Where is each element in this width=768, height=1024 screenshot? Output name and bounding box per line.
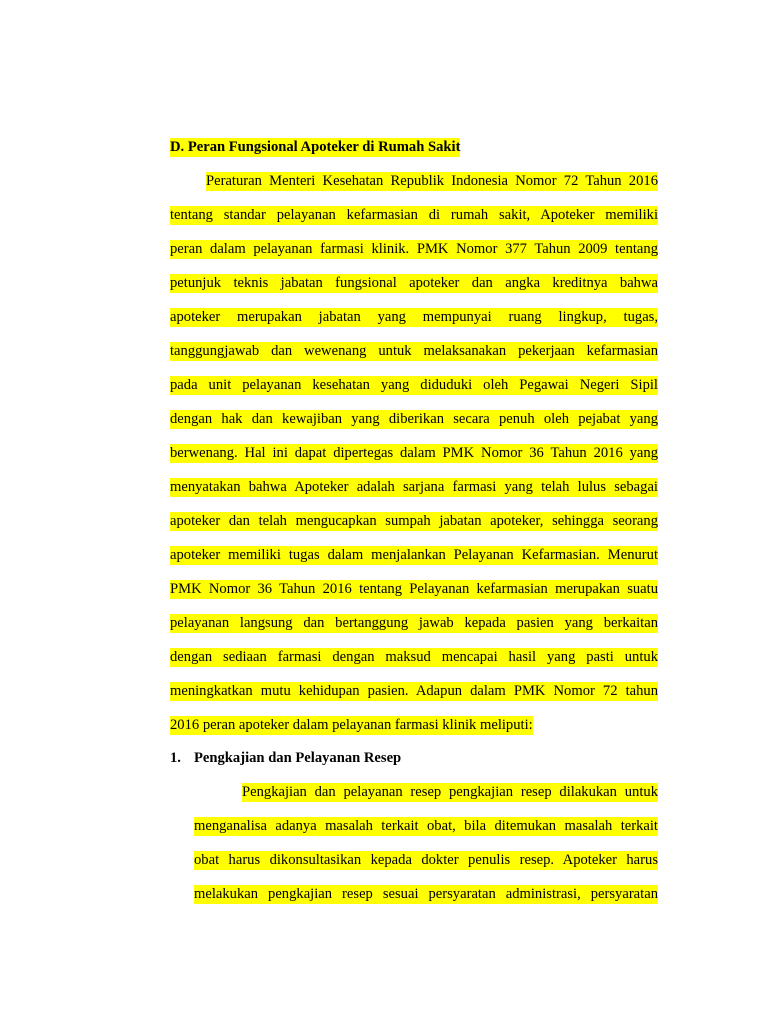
sub-paragraph-line [242, 783, 658, 801]
paragraph-line [170, 580, 658, 598]
sub-paragraph-line-text: obat harus dikonsultasikan kepada dokter penulis resep. Apoteker harus [194, 852, 658, 868]
paragraph-line-text: peran dalam pelayanan farmasi klinik. PMK Nomor 377 Tahun 2009 tentang [170, 241, 658, 257]
sub-paragraph-line-text: Pengkajian dan pelayanan resep pengkajian resep dilakukan untuk [242, 784, 658, 800]
section-heading-text: D. Peran Fungsional Apoteker di Rumah Sakit [170, 139, 461, 155]
paragraph-line [170, 478, 658, 496]
paragraph-line-text: petunjuk teknis jabatan fungsional apoteker dan angka kreditnya bahwa [170, 275, 658, 291]
paragraph-line-text: dengan sediaan farmasi dengan maksud mencapai hasil yang pasti untuk [170, 649, 658, 665]
paragraph-line [170, 240, 658, 258]
paragraph-line [170, 614, 658, 632]
paragraph-line [170, 376, 658, 394]
paragraph-line [206, 172, 658, 190]
paragraph-line-text: apoteker memiliki tugas dalam menjalankan Pelayanan Kefarmasian. Menurut [170, 547, 658, 563]
paragraph-line-text: menyatakan bahwa Apoteker adalah sarjana farmasi yang telah lulus sebagai [170, 479, 658, 495]
paragraph-line [170, 512, 658, 530]
paragraph-line [170, 410, 658, 428]
section-heading [170, 138, 460, 156]
paragraph-line-text: PMK Nomor 36 Tahun 2016 tentang Pelayanan kefarmasian merupakan suatu [170, 581, 658, 597]
paragraph-line-text: apoteker dan telah mengucapkan sumpah jabatan apoteker, sehingga seorang [170, 513, 658, 529]
paragraph-line [170, 716, 533, 734]
paragraph-line-text: apoteker merupakan jabatan yang mempunyai ruang lingkup, tugas, [170, 309, 658, 325]
paragraph-line [170, 648, 658, 666]
paragraph-line [170, 206, 658, 224]
list-item-heading [194, 749, 401, 767]
sub-paragraph-line [194, 851, 658, 869]
paragraph-line-text: Peraturan Menteri Kesehatan Republik Indonesia Nomor 72 Tahun 2016 [206, 173, 658, 189]
paragraph-line-text: meningkatkan mutu kehidupan pasien. Adapun dalam PMK Nomor 72 tahun [170, 683, 658, 699]
paragraph-line [170, 682, 658, 700]
paragraph-line-text: dengan hak dan kewajiban yang diberikan secara penuh oleh pejabat yang [170, 411, 658, 427]
sub-paragraph-line-text: melakukan pengkajian resep sesuai persyaratan administrasi, persyaratan [194, 886, 658, 902]
paragraph-line [170, 342, 658, 360]
paragraph-line-text: 2016 peran apoteker dalam pelayanan farmasi klinik meliputi: [170, 717, 533, 733]
paragraph-line [170, 308, 658, 326]
paragraph-line-text: tanggungjawab dan wewenang untuk melaksanakan pekerjaan kefarmasian [170, 343, 658, 359]
paragraph-line-text: pada unit pelayanan kesehatan yang diduduki oleh Pegawai Negeri Sipil [170, 377, 658, 393]
paragraph-line [170, 546, 658, 564]
list-item-number [170, 749, 181, 767]
paragraph-line-text: berwenang. Hal ini dapat dipertegas dalam PMK Nomor 36 Tahun 2016 yang [170, 445, 658, 461]
paragraph-line-text: pelayanan langsung dan bertanggung jawab kepada pasien yang berkaitan [170, 615, 658, 631]
paragraph-line [170, 274, 658, 292]
sub-paragraph-line [194, 817, 658, 835]
list-item-number-text: 1. [170, 750, 181, 766]
list-item-heading-text: Pengkajian dan Pelayanan Resep [194, 750, 402, 766]
paragraph-line-text: tentang standar pelayanan kefarmasian di rumah sakit, Apoteker memiliki [170, 207, 658, 223]
sub-paragraph-line [194, 885, 658, 903]
sub-paragraph-line-text: menganalisa adanya masalah terkait obat, bila ditemukan masalah terkait [194, 818, 658, 834]
paragraph-line [170, 444, 658, 462]
